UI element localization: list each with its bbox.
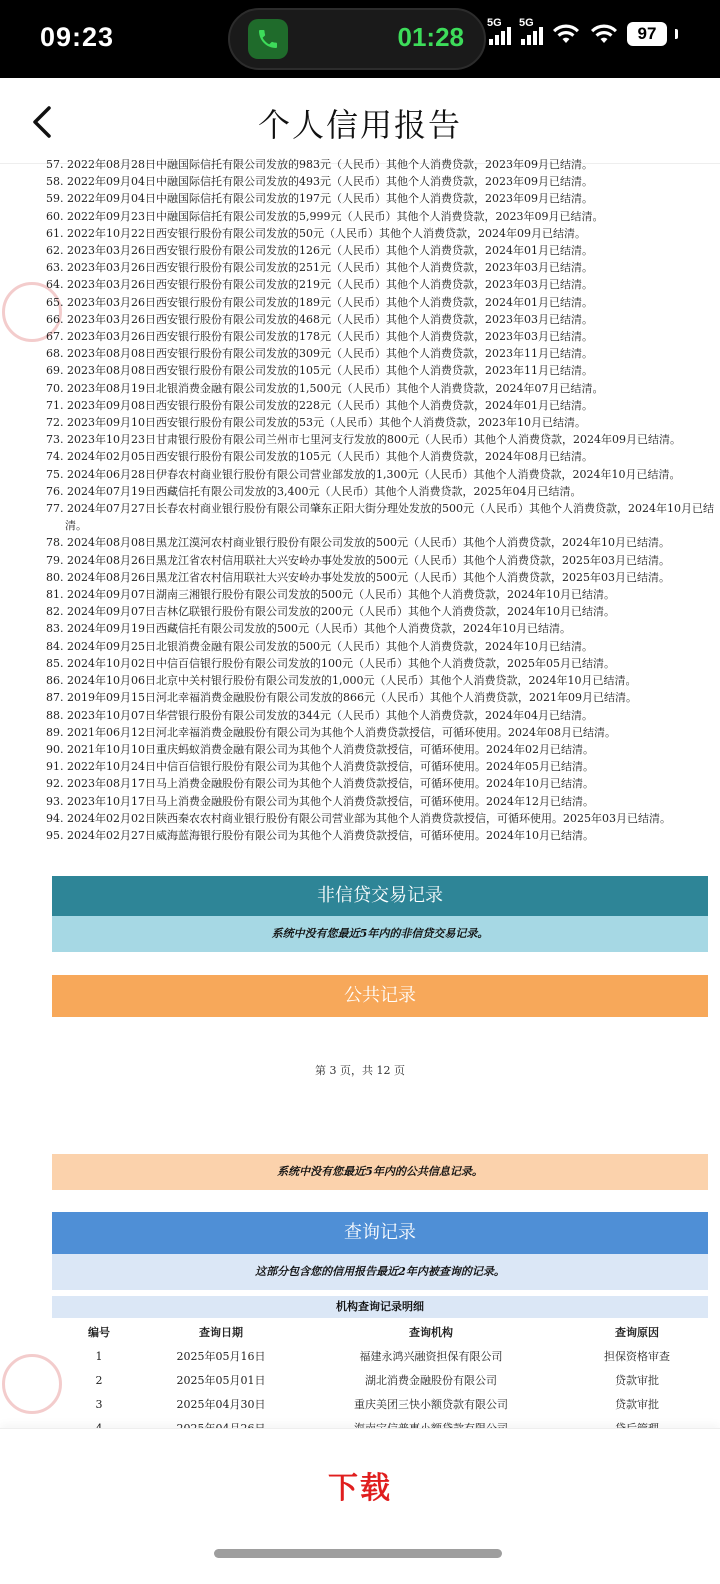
call-timer: 01:28 [397,22,464,52]
list-item: 72. 2023年09月10日西安银行股份有限公司发放的53元（人民币）其他个人消费贷款，2023年10月已结清。 [46,416,586,430]
query-table-title: 机构查询记录明细 [52,1296,708,1318]
query-table-header [52,1320,708,1344]
list-item: 84. 2024年09月25日北银消费金融有限公司发放的500元（人民币）其他个人消费贷款，2024年10月已结清。 [46,639,593,653]
loan-record-list [46,156,714,844]
row-id: 3 [95,1397,103,1411]
status-time: 09:23 [40,22,115,52]
header-institution: 查询机构 [409,1326,453,1339]
list-item: 59. 2022年09月04日中融国际信托有限公司发放的197元（人民币）其他个人消费贷款，2023年09月已结清。 [46,192,593,206]
page-title: 个人信用报告 [257,106,462,144]
list-item: 79. 2024年08月26日黑龙江省农村信用联社大兴安岭办事处发放的500元（人民币）其他个人消费贷款，2025年03月已结清。 [46,553,670,567]
query-table [52,1320,708,1440]
signal-icon-2 [519,17,543,45]
row-date: 2025年04月30日 [176,1398,266,1411]
non-credit-header: 非信贷交易记录 [52,876,708,916]
list-item: 76. 2024年07月19日西藏信托有限公司发放的3,400元（人民币）其他个人消费贷款，2025年04月已结清。 [46,484,582,498]
query-records-header: 查询记录 [52,1212,708,1254]
list-item: 63. 2023年03月26日西安银行股份有限公司发放的251元（人民币）其他个人消费贷款，2023年03月已结清。 [46,261,593,275]
list-item: 89. 2021年06月12日河北幸福消费金融股份有限公司为其他个人消费贷款授信，可循环使用。2024年08月已结清。 [46,725,616,739]
signal-icon [487,17,511,45]
list-item: 93. 2023年10月17日马上消费金融股份有限公司为其他个人消费贷款授信，可循环使用。2024年12月已结清。 [46,794,594,808]
header-reason: 查询原因 [615,1326,659,1339]
public-records-note: 系统中没有您最近5年内的公共信息记录。 [52,1154,708,1190]
row-institution: 福建永鸿兴融资担保有限公司 [359,1350,503,1363]
list-item: 91. 2022年10月24日中信百信银行股份有限公司为其他个人消费贷款授信，可循环使用。2024年05月已结清。 [46,760,594,774]
list-item: 85. 2024年10月02日中信百信银行股份有限公司发放的100元（人民币）其他个人消费贷款，2025年05月已结清。 [46,656,615,670]
wifi-icon [551,23,581,45]
header-id: 编号 [88,1326,110,1339]
row-institution: 湖北消费金融股份有限公司 [365,1374,497,1387]
row-id: 1 [95,1349,103,1363]
list-item: 68. 2023年08月08日西安银行股份有限公司发放的309元（人民币）其他个人消费贷款，2023年11月已结清。 [46,347,593,361]
wifi-icon-2 [589,23,619,45]
list-item: 81. 2024年09月07日湖南三湘银行股份有限公司发放的500元（人民币）其他个人消费贷款，2024年10月已结清。 [46,588,615,602]
sim2-label: 5G [519,17,534,29]
list-item: 69. 2023年08月08日西安银行股份有限公司发放的105元（人民币）其他个人消费贷款，2023年11月已结清。 [46,364,593,378]
list-item: 70. 2023年08月19日北银消费金融有限公司发放的1,500元（人民币）其他个人消费贷款，2024年07月已结清。 [46,381,604,395]
sim1-label: 5G [487,17,502,29]
public-records-header: 公共记录 [52,975,708,1017]
header-date: 查询日期 [199,1326,243,1339]
table-row [52,1344,708,1368]
table-row [52,1368,708,1392]
non-credit-note: 系统中没有您最近5年内的非信贷交易记录。 [52,916,708,952]
battery-icon: 97 [627,22,667,46]
list-item: 88. 2023年10月07日华营银行股份有限公司发放的344元（人民币）其他个人消费贷款，2024年04月已结清。 [46,708,593,722]
list-item: 83. 2024年09月19日西藏信托有限公司发放的500元（人民币）其他个人消费贷款，2024年10月已结清。 [46,622,571,636]
battery-cap [675,29,678,39]
list-item: 66. 2023年03月26日西安银行股份有限公司发放的468元（人民币）其他个人消费贷款，2023年03月已结清。 [46,312,593,326]
page-number: 第 3 页，共 12 页 [315,1064,405,1077]
list-item: 92. 2023年08月17日马上消费金融股份有限公司为其他个人消费贷款授信，可循环使用。2024年10月已结清。 [46,777,594,791]
call-pill[interactable] [228,8,486,70]
row-date: 2025年05月01日 [176,1374,266,1387]
list-item: 94. 2024年02月02日陕西秦农农村商业银行股份有限公司营业部为其他个人消费贷款授信，可循环使用。2025年03月已结清。 [46,811,671,825]
table-row [52,1392,708,1416]
list-item: 86. 2024年10月06日北京中关村银行股份有限公司发放的1,000元（人民币）其他个人消费贷款，2024年10月已结清。 [46,674,637,688]
list-item: 73. 2023年10月23日甘肃银行股份有限公司兰州市七里河支行发放的800元（人民币）其他个人消费贷款，2024年09月已结清。 [46,433,681,447]
list-item: 77. 2024年07月27日长春农村商业银行股份有限公司肇东正阳大街分理处发放的500元（人民币）其他个人消费贷款，2024年10月已结清。 [46,502,714,533]
list-item: 64. 2023年03月26日西安银行股份有限公司发放的219元（人民币）其他个人消费贷款，2023年03月已结清。 [46,278,593,292]
row-reason: 贷款审批 [615,1398,659,1411]
list-item: 65. 2023年03月26日西安银行股份有限公司发放的189元（人民币）其他个人消费贷款，2024年01月已结清。 [46,295,593,309]
bottom-bar [0,1428,720,1584]
list-item: 74. 2024年02月05日西安银行股份有限公司发放的105元（人民币）其他个人消费贷款，2024年08月已结清。 [46,450,593,464]
status-icons [487,17,678,46]
list-item: 78. 2024年08月08日黑龙江漠河农村商业银行股份有限公司发放的500元（人民币）其他个人消费贷款，2024年10月已结清。 [46,536,670,550]
list-item: 71. 2023年09月08日西安银行股份有限公司发放的228元（人民币）其他个人消费贷款，2024年01月已结清。 [46,398,593,412]
home-indicator[interactable] [214,1549,502,1558]
list-item: 58. 2022年09月04日中融国际信托有限公司发放的493元（人民币）其他个人消费贷款，2023年09月已结清。 [46,175,593,189]
row-reason: 贷款审批 [615,1374,659,1387]
list-item: 95. 2024年02月27日威海蓝海银行股份有限公司为其他个人消费贷款授信，可循环使用。2024年10月已结清。 [46,828,594,842]
list-item: 82. 2024年09月07日吉林亿联银行股份有限公司发放的200元（人民币）其他个人消费贷款，2024年10月已结清。 [46,605,615,619]
list-item: 90. 2021年10月10日重庆蚂蚁消费金融有限公司为其他个人消费贷款授信，可循环使用。2024年02月已结清。 [46,742,594,756]
list-item: 87. 2019年09月15日河北幸福消费金融股份有限公司发放的866元（人民币）其他个人消费贷款，2021年09月已结清。 [46,691,637,705]
phone-icon [248,19,288,59]
list-item: 60. 2022年09月23日中融国际信托有限公司发放的5,999元（人民币）其他个人消费贷款，2023年09月已结清。 [46,209,604,223]
list-item: 67. 2023年03月26日西安银行股份有限公司发放的178元（人民币）其他个人消费贷款，2023年03月已结清。 [46,330,593,344]
row-reason: 担保资格审查 [604,1350,670,1363]
list-item: 57. 2022年08月28日中融国际信托有限公司发放的983元（人民币）其他个人消费贷款，2023年09月已结清。 [46,158,593,171]
list-item: 75. 2024年06月28日伊春农村商业银行股份有限公司营业部发放的1,300元（人民币）其他个人消费贷款，2024年10月已结清。 [46,467,681,481]
list-item: 80. 2024年08月26日黑龙江省农村信用联社大兴安岭办事处发放的500元（人民币）其他个人消费贷款，2025年03月已结清。 [46,570,670,584]
row-institution: 重庆美团三快小额贷款有限公司 [354,1398,508,1411]
list-item: 62. 2023年03月26日西安银行股份有限公司发放的126元（人民币）其他个人消费贷款，2024年01月已结清。 [46,244,593,258]
query-records-note: 这部分包含您的信用报告最近2年内被查询的记录。 [52,1254,708,1290]
app-header [0,78,720,164]
status-bar [0,0,720,78]
row-id: 2 [95,1373,103,1387]
report-viewer[interactable] [0,158,720,1428]
download-button[interactable]: 下载 [328,1471,392,1506]
row-date: 2025年05月16日 [176,1350,266,1363]
list-item: 61. 2022年10月22日西安银行股份有限公司发放的50元（人民币）其他个人消费贷款，2024年09月已结清。 [46,226,586,240]
